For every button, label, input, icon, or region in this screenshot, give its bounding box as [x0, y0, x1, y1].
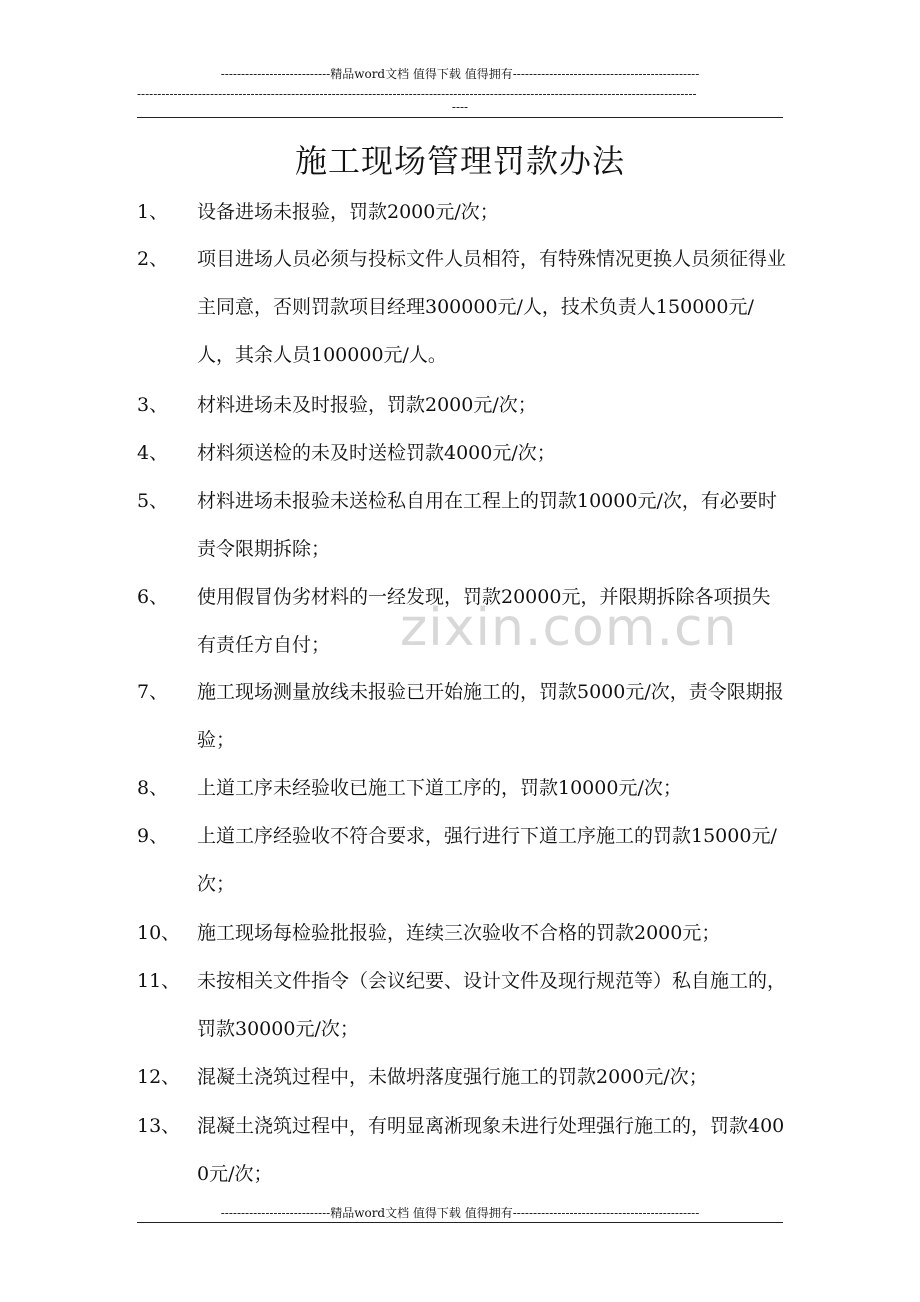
item-number: 5、 [137, 490, 169, 512]
item-text: 施工现场测量放线未报验已开始施工的，罚款5000元/次，责令限期报验； [197, 681, 784, 751]
item-text: 上道工序经验收不符合要求，强行进行下道工序施工的罚款15000元/次； [197, 825, 777, 895]
item-text: 混凝土浇筑过程中，有明显离淅现象未进行处理强行施工的，罚款4000元/次； [197, 1115, 785, 1185]
item-number: 7、 [137, 681, 169, 703]
item-number: 4、 [137, 442, 169, 464]
item-number: 11、 [137, 970, 181, 992]
item-number: 13、 [137, 1115, 181, 1137]
item-text: 使用假冒伪劣材料的一经发现，罚款20000元，并限期拆除各项损失有责任方自付； [197, 586, 771, 656]
item-number: 1、 [137, 201, 169, 223]
item-text: 上道工序未经验收已施工下道工序的，罚款10000元/次； [197, 777, 682, 799]
page-header-dash-tail: ---- [451, 100, 469, 114]
watermark: zixin.com.cn [400, 598, 738, 658]
item-number: 6、 [137, 586, 169, 608]
item-number: 8、 [137, 777, 169, 799]
item-number: 12、 [137, 1066, 181, 1088]
item-text: 混凝土浇筑过程中，未做坍落度强行施工的罚款2000元/次； [197, 1066, 708, 1088]
page-header-dash-line: ------------------------------------------------------------------------------------------------------------------------------------------ [137, 87, 697, 101]
item-text: 材料须送检的未及时送检罚款4000元/次； [197, 442, 556, 464]
item-text: 项目进场人员必须与投标文件人员相符，有特殊情况更换人员须征得业主同意，否则罚款项目经理300000元/人，技术负责人150000元/人，其余人员100000元/人。 [197, 248, 787, 366]
item-number: 10、 [137, 922, 181, 944]
item-text: 设备进场未报验，罚款2000元/次； [197, 201, 499, 223]
item-text: 施工现场每检验批报验，连续三次验收不合格的罚款2000元； [197, 922, 721, 944]
page-header-banner: ---------------------------精品word文档 值得下载 值得拥有---------------------------------------------- [220, 67, 700, 81]
item-text: 未按相关文件指令（会议纪要、设计文件及现行规范等）私自施工的，罚款30000元/次； [197, 970, 787, 1040]
document-title: 施工现场管理罚款办法 [294, 142, 625, 180]
item-text: 材料进场未报验未送检私自用在工程上的罚款10000元/次，有必要时责令限期拆除； [197, 490, 777, 560]
item-number: 3、 [137, 394, 169, 416]
item-number: 2、 [137, 248, 169, 270]
page-footer-banner: ---------------------------精品word文档 值得下载 值得拥有---------------------------------------------- [220, 1206, 700, 1220]
header-rule [137, 117, 783, 118]
item-text: 材料进场未及时报验，罚款2000元/次； [197, 394, 537, 416]
item-number: 9、 [137, 825, 169, 847]
footer-rule [137, 1222, 783, 1223]
